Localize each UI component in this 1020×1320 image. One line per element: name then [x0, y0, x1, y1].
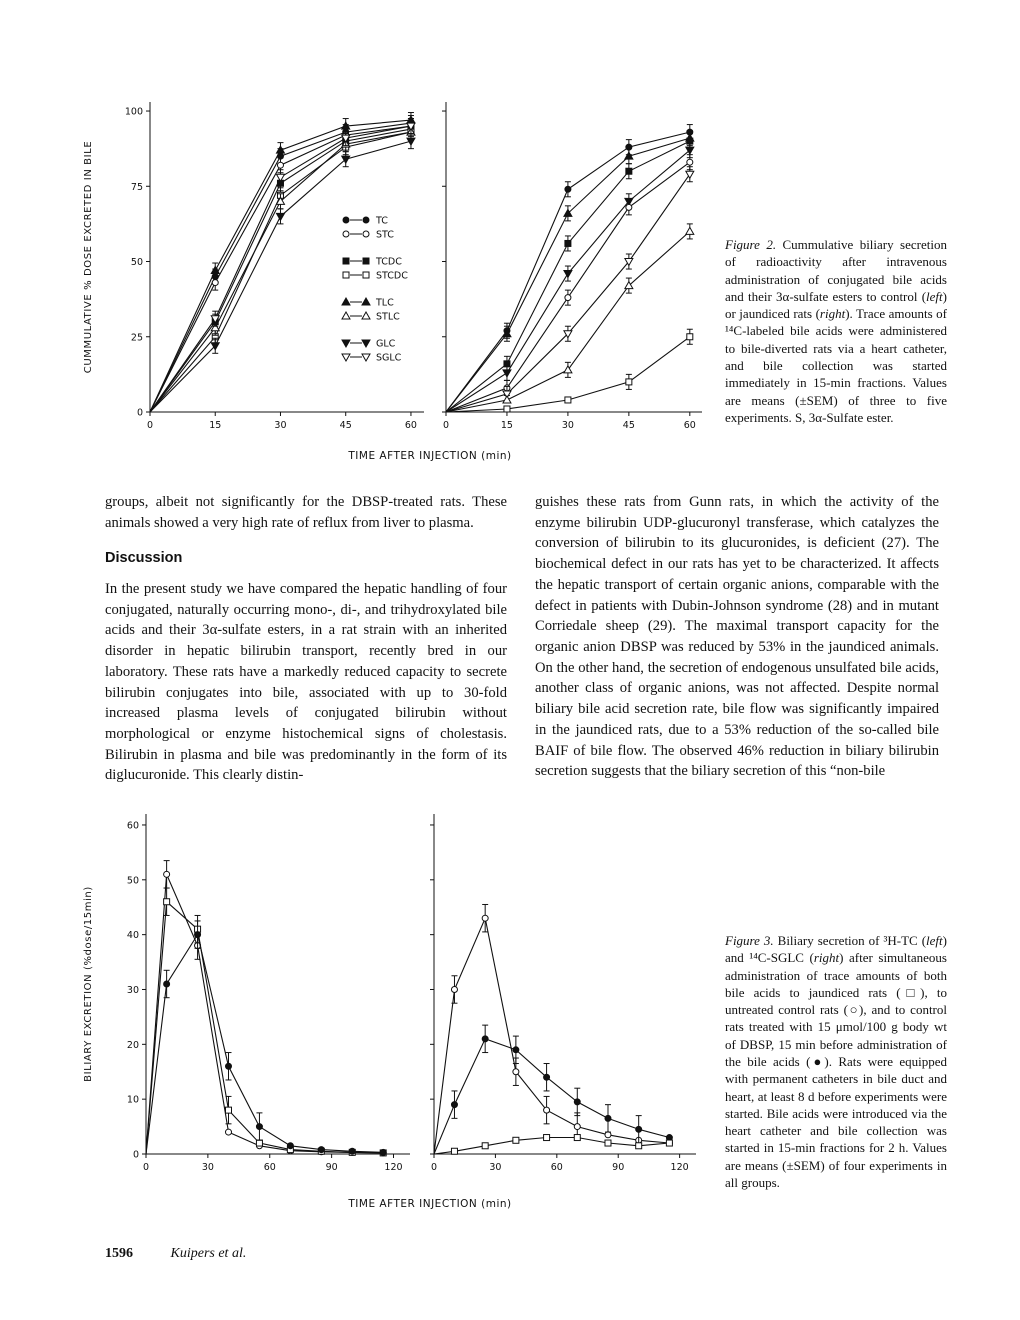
svg-text:0: 0 — [442, 420, 450, 431]
svg-text:0: 0 — [146, 420, 154, 431]
svg-text:40: 40 — [126, 930, 139, 942]
svg-text:TLC: TLC — [376, 297, 394, 309]
svg-text:TCDC: TCDC — [376, 256, 402, 268]
svg-text:50: 50 — [130, 257, 143, 269]
page-number: 1596 — [105, 1246, 133, 1261]
svg-text:0: 0 — [142, 1162, 150, 1173]
figure2-right-chart — [432, 88, 712, 448]
svg-text:120: 120 — [670, 1162, 689, 1173]
body-paragraph-discussion: In the present study we have compared the hepatic handling of four conjugated, naturally occurring mono-, di-, and trihydroxylated bile acids and their 3α-sulfate esters, in a rat strain with an inherited disorder in hepatic bilirubin transport, recently bred in our laboratory. These rats have a markedly reduced capacity to secrete bilirubin conjugates into bile, associated with up to 30-fold increased plasma levels of conjugated bilirubin without morphological or enzyme histochemical signs of cholestasis. Bilirubin in plasma and bile was predominantly in the form of its diglucuronide. This clearly distin- — [105, 581, 507, 784]
figure3-caption: Figure 3. Biliary secretion of ³H-TC (left) and ¹⁴C-SGLC (right) after simultaneous administration of trace amounts of both bile acids to jaundiced rats (□), to untreated control rats (○), and to control rats treated with 15 μmol/100 g body wt of DBSP, 15 min before administration of the bile acids (●). Rats were equipped with permanent catheters in bile duct and heart, at least 8 d before experiments were started. Bile acids were introduced via the heart catheter and bile collection was started in 15-min fractions for 2 h. Values are means (±SEM) of four experiments in all groups. — [725, 933, 947, 1190]
svg-text:GLC: GLC — [376, 338, 396, 350]
svg-text:45: 45 — [339, 420, 352, 431]
figure3-x-axis-label: TIME AFTER INJECTION (min) — [348, 1198, 512, 1210]
figure2-caption: Figure 2. Cummulative biliary secretion of radioactivity after intravenous administration of conjugated bile acids and their 3α-sulfate esters to control (left) or jaundiced rats (right). Trace amounts of ¹⁴C-labeled bile acids were administered to bile-diverted rats via a heart catheter, and bile collection was started immediately in 15-min fractions. Values are means (±SEM) of three to five experiments. S, 3α-Sulfate ester. — [725, 237, 947, 425]
figure3-left-chart — [78, 800, 418, 1192]
svg-text:STLC: STLC — [376, 311, 400, 323]
svg-text:30: 30 — [489, 1162, 502, 1173]
svg-text:STC: STC — [376, 229, 394, 241]
body-column-left — [105, 492, 507, 786]
svg-text:60: 60 — [550, 1162, 563, 1173]
body-column-right — [535, 492, 939, 782]
svg-text:0: 0 — [136, 407, 143, 419]
svg-text:20: 20 — [126, 1039, 139, 1051]
figure2-x-axis-label: TIME AFTER INJECTION (min) — [348, 450, 512, 462]
svg-text:30: 30 — [201, 1162, 214, 1173]
svg-text:100: 100 — [124, 106, 143, 118]
figure3-right-chart — [420, 800, 706, 1192]
page-footer — [105, 1246, 246, 1262]
svg-text:TC: TC — [376, 215, 388, 227]
svg-text:30: 30 — [274, 420, 287, 431]
svg-text:25: 25 — [130, 332, 143, 344]
running-authors: Kuipers et al. — [170, 1246, 247, 1261]
svg-text:10: 10 — [126, 1094, 139, 1106]
svg-text:60: 60 — [683, 420, 696, 431]
svg-text:120: 120 — [384, 1162, 403, 1173]
body-paragraph-continued: groups, albeit not significantly for the DBSP-treated rats. These animals showed a very high rate of reflux from liver to plasma. — [105, 494, 507, 531]
svg-text:0: 0 — [132, 1149, 139, 1161]
svg-text:BILIARY EXCRETION (%dose/15min: BILIARY EXCRETION (%dose/15min) — [83, 886, 94, 1082]
section-heading-discussion: Discussion — [105, 550, 183, 567]
svg-text:60: 60 — [126, 820, 139, 832]
svg-text:SGLC: SGLC — [376, 352, 402, 364]
svg-text:30: 30 — [126, 984, 139, 996]
svg-text:0: 0 — [430, 1162, 438, 1173]
svg-text:15: 15 — [500, 420, 513, 431]
svg-text:30: 30 — [561, 420, 574, 431]
svg-text:50: 50 — [126, 875, 139, 887]
svg-text:90: 90 — [612, 1162, 625, 1173]
body-paragraph-right: guishes these rats from Gunn rats, in which the activity of the enzyme bilirubin UDP-glucuronyl transferase, which catalyzes the conversion of bilirubin to its glucuronides, is deficient (27). The biochemical defect in our rats has yet to be characterized. It affects the hepatic transport of certain organic anions, comparable with the defect in patients with Dubin-Johnson syndrome (28) and in mutant Corriedale sheep (29). The maximal transport capacity for the organic anion DBSP was reduced by 53% in the jaundiced animals. On the other hand, the secretion of endogenous unsulfated bile acids, another class of organic anions, was not affected. Despite normal biliary bile acid secretion rate, bile flow was significantly impaired in the jaundiced rats, due to a 53% reduction of the so-called bile BAIF of bile flow. The observed 46% reduction in biliary bilirubin secretion suggests that the biliary secretion of this “non-bile — [535, 494, 939, 780]
svg-text:60: 60 — [404, 420, 417, 431]
svg-text:75: 75 — [130, 181, 143, 193]
svg-text:STCDC: STCDC — [376, 270, 408, 282]
figure2-left-chart — [78, 88, 432, 448]
svg-text:15: 15 — [209, 420, 222, 431]
svg-text:45: 45 — [622, 420, 635, 431]
svg-text:CUMMULATIVE % DOSE EXCRETED IN: CUMMULATIVE % DOSE EXCRETED IN BILE — [83, 140, 94, 374]
svg-text:90: 90 — [325, 1162, 338, 1173]
svg-text:60: 60 — [263, 1162, 276, 1173]
